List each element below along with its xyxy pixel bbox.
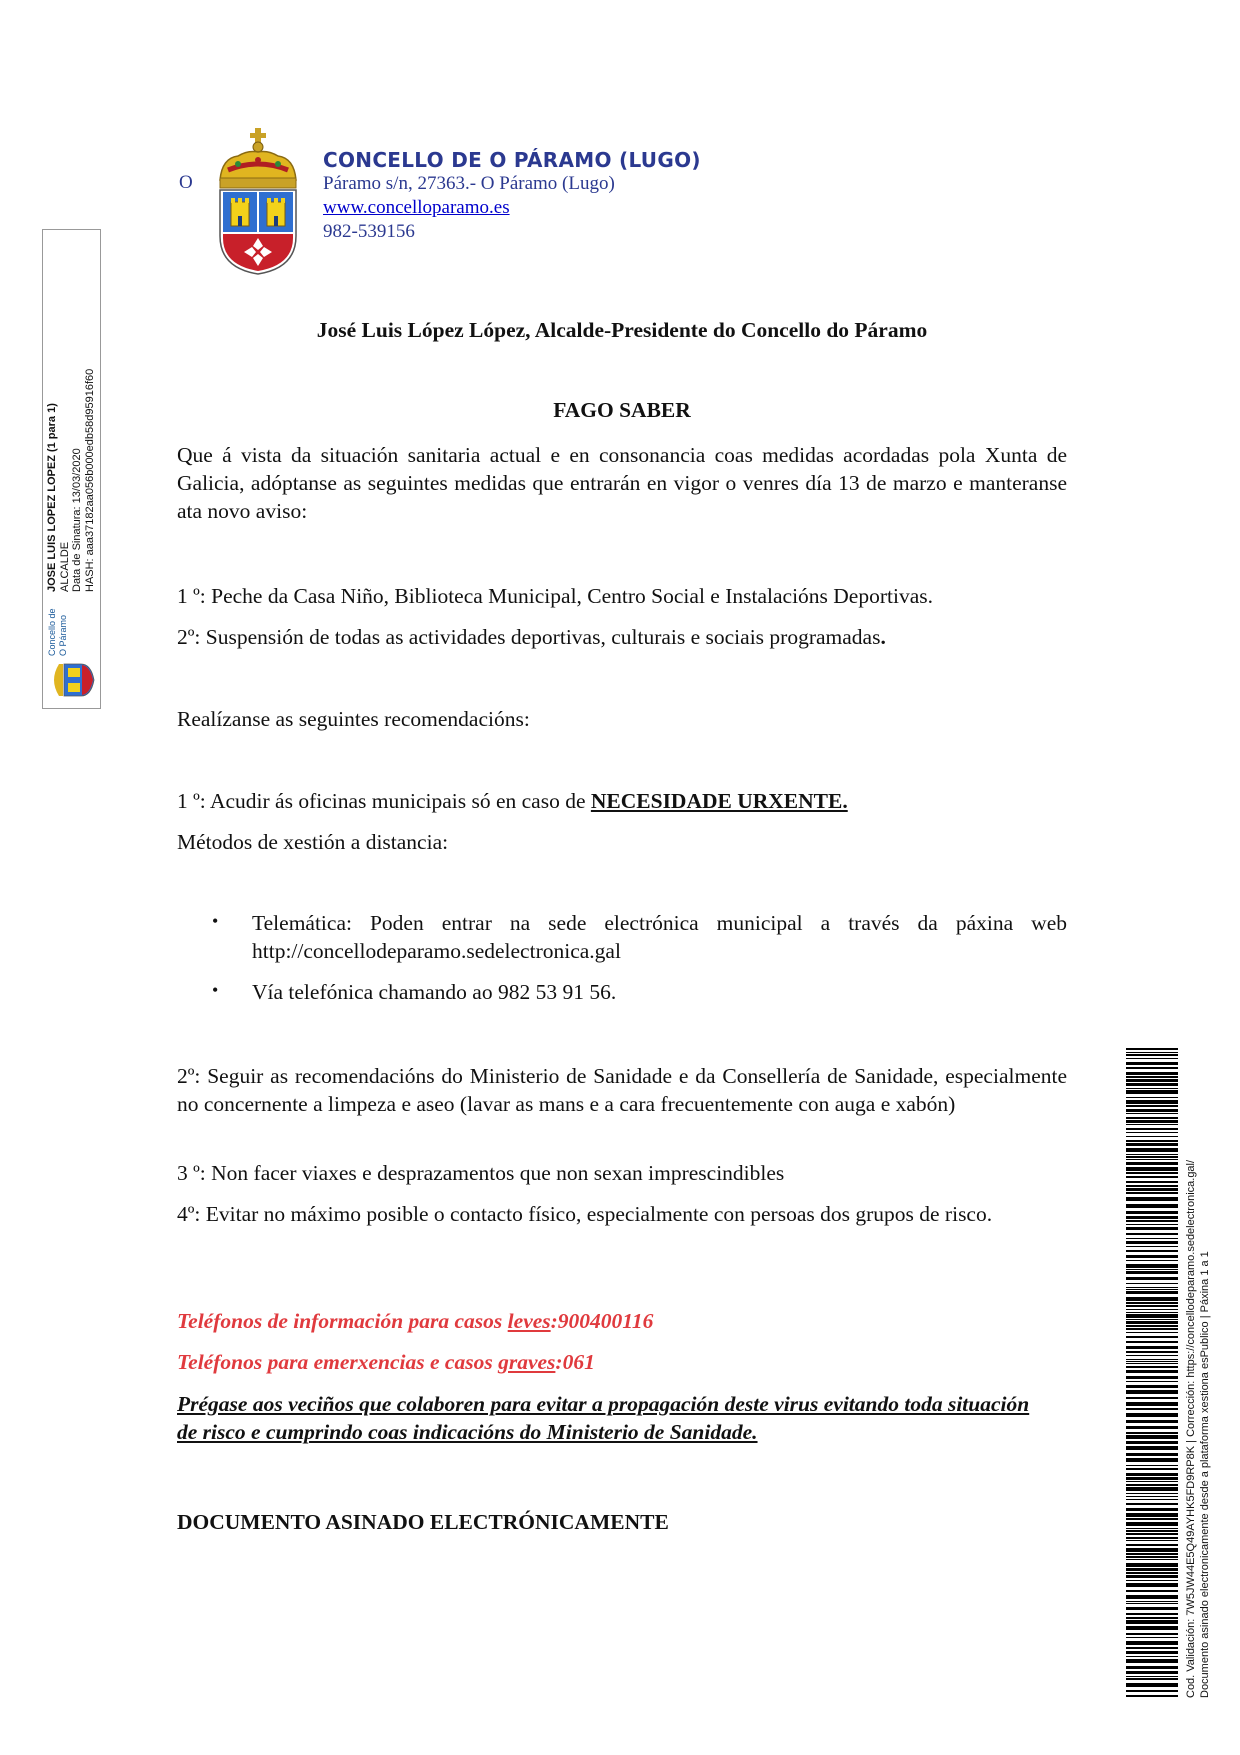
barcode-bar bbox=[1126, 1172, 1178, 1174]
barcode-bar bbox=[1126, 1420, 1178, 1423]
barcode-bar bbox=[1126, 1637, 1178, 1638]
barcode-bar bbox=[1126, 1271, 1178, 1274]
barcode-bar bbox=[1126, 1446, 1178, 1450]
barcode-bar bbox=[1126, 1487, 1178, 1491]
barcode-bar bbox=[1126, 1583, 1178, 1587]
barcode-bar bbox=[1126, 1156, 1178, 1158]
barcode-bar bbox=[1126, 1188, 1178, 1191]
measure-2 bbox=[177, 623, 1067, 651]
bullet-item-1: Telemática: Poden entrar na sede electrónica municipal a través da páxina web http://concellodeparamo.sedelectronica.gal bbox=[252, 911, 1067, 963]
recommendation-1-emphasis: NECESIDADE URXENTE. bbox=[590, 789, 848, 813]
recommendation-1 bbox=[177, 787, 1067, 815]
barcode-bar bbox=[1126, 1390, 1178, 1394]
barcode-bar bbox=[1126, 1321, 1178, 1324]
barcode-bar bbox=[1126, 1289, 1178, 1290]
barcode-bar bbox=[1126, 1346, 1178, 1349]
barcode-bar bbox=[1126, 1136, 1178, 1137]
stamp-org-line2: O Páramo bbox=[58, 614, 68, 656]
validation-line-1: Cod. Validación: 7W5JW44E5Q49AYHK5FD9RP8K | Corrección: https://concellodeparamo.sedelectronica.gal/ bbox=[1185, 1159, 1197, 1698]
barcode-bar bbox=[1126, 1260, 1178, 1261]
barcode-bar bbox=[1126, 1503, 1178, 1505]
barcode-bar bbox=[1126, 1143, 1178, 1146]
stamp-org-line1: Concello de bbox=[47, 608, 57, 656]
org-phone: 982-539156 bbox=[323, 221, 415, 242]
stamp-date: Data de Sinatura: 13/03/2020 bbox=[71, 448, 83, 592]
signed-notice: DOCUMENTO ASINADO ELECTRÓNICAMENTE bbox=[177, 1510, 669, 1534]
intro-paragraph: Que á vista da situación sanitaria actual e en consonancia coas medidas acordadas pola Xunta de Galicia, adóptanse as seguintes medidas que entrarán en vigor o venres día 13 de marzo e manteranse ata novo aviso: bbox=[177, 443, 1067, 523]
barcode-bar bbox=[1126, 1325, 1178, 1327]
barcode-bar bbox=[1126, 1309, 1178, 1310]
barcode-bar bbox=[1126, 1533, 1178, 1535]
barcode-bar bbox=[1126, 1216, 1178, 1219]
barcode-bar bbox=[1126, 1269, 1178, 1270]
barcode-bar bbox=[1126, 1090, 1178, 1094]
phone-mild-cases bbox=[177, 1309, 653, 1334]
barcode-bar bbox=[1126, 1568, 1178, 1571]
barcode-bar bbox=[1126, 1120, 1178, 1123]
barcode-bar bbox=[1126, 1264, 1178, 1268]
barcode-bar bbox=[1126, 1572, 1178, 1574]
barcode-bar bbox=[1126, 1162, 1178, 1165]
header-prefix: O bbox=[179, 172, 193, 193]
barcode-bar bbox=[1126, 1048, 1178, 1050]
measure-2-text: 2º: Suspensión de todas as actividades deportivas, culturais e sociais programadas bbox=[177, 625, 881, 649]
barcode-bar bbox=[1126, 1408, 1178, 1410]
barcode-bar bbox=[1126, 1328, 1178, 1330]
barcode-bar bbox=[1126, 1641, 1178, 1645]
barcode-bar bbox=[1126, 1651, 1178, 1654]
barcode-bar bbox=[1126, 1499, 1178, 1500]
barcode-bar bbox=[1126, 1319, 1178, 1320]
barcode-bar bbox=[1126, 1052, 1178, 1053]
barcode-bar bbox=[1126, 1220, 1178, 1222]
barcode-bar bbox=[1126, 1678, 1178, 1680]
barcode-bar bbox=[1126, 1185, 1178, 1187]
barcode-bar bbox=[1126, 1370, 1178, 1373]
barcode-bar bbox=[1126, 1518, 1178, 1520]
recommendation-1-text: 1 º: Acudir ás oficinas municipais só en caso de bbox=[177, 789, 591, 813]
phone-mild-word: leves bbox=[507, 1309, 551, 1333]
barcode-bar bbox=[1126, 1204, 1178, 1208]
barcode-bar bbox=[1126, 1332, 1178, 1333]
barcode-bar bbox=[1126, 1528, 1178, 1529]
barcode-bar bbox=[1126, 1062, 1178, 1065]
barcode-bar bbox=[1126, 1626, 1178, 1630]
barcode-bar bbox=[1126, 1079, 1178, 1082]
barcode-bar bbox=[1126, 1556, 1178, 1558]
barcode-bar bbox=[1126, 1246, 1178, 1247]
barcode-icon bbox=[1126, 1048, 1178, 1698]
barcode-bar bbox=[1126, 1620, 1178, 1624]
barcode-bar bbox=[1126, 1117, 1178, 1119]
stamp-details bbox=[46, 369, 96, 592]
barcode-bar bbox=[1126, 1076, 1178, 1078]
barcode-bar bbox=[1126, 1458, 1178, 1462]
barcode-bar bbox=[1126, 1132, 1178, 1133]
barcode-bar bbox=[1126, 1690, 1178, 1692]
barcode-bar bbox=[1126, 1522, 1178, 1526]
barcode-bar bbox=[1126, 1530, 1178, 1532]
barcode-bar bbox=[1126, 1633, 1178, 1635]
stamp-role: ALCALDE bbox=[58, 541, 71, 592]
stamp-signer: JOSE LUIS LOPEZ LOPEZ (1 para 1) bbox=[46, 403, 58, 592]
barcode-bar bbox=[1126, 1154, 1178, 1155]
barcode-bar bbox=[1126, 1302, 1178, 1304]
document-heading: FAGO SABER bbox=[553, 398, 691, 422]
barcode-bar bbox=[1126, 1575, 1178, 1578]
barcode-bar bbox=[1126, 1148, 1178, 1152]
barcode-bar bbox=[1126, 1363, 1178, 1364]
barcode-bar bbox=[1126, 1435, 1178, 1439]
barcode-bar bbox=[1126, 1426, 1178, 1429]
barcode-bar bbox=[1126, 1109, 1178, 1112]
barcode-bar bbox=[1126, 1676, 1178, 1677]
barcode-bar bbox=[1126, 1097, 1178, 1098]
barcode-bar bbox=[1126, 1361, 1178, 1362]
barcode-bar bbox=[1126, 1441, 1178, 1444]
barcode-bar bbox=[1126, 1607, 1178, 1610]
barcode-bar bbox=[1126, 1197, 1178, 1201]
barcode-bar bbox=[1126, 1376, 1178, 1379]
barcode-bar bbox=[1126, 1647, 1178, 1649]
barcode-bar bbox=[1126, 1113, 1178, 1114]
barcode-bar bbox=[1126, 1513, 1178, 1517]
barcode-bar bbox=[1126, 1473, 1178, 1476]
phone-severe-number: :061 bbox=[555, 1350, 595, 1374]
barcode-bar bbox=[1126, 1595, 1178, 1599]
barcode-bar bbox=[1126, 1083, 1178, 1086]
barcode-bar bbox=[1126, 1493, 1178, 1494]
barcode-bar bbox=[1126, 1613, 1178, 1615]
coat-of-arms-icon bbox=[214, 128, 302, 276]
bullet-icon: • bbox=[212, 911, 219, 931]
closing-appeal: Prégase aos veciños que colaboren para evitar a propagación deste virus evitando toda situación de risco e cumprindo coas indicacións do Ministerio de Sanidade. bbox=[177, 1392, 1030, 1444]
measure-2-end: . bbox=[880, 625, 886, 649]
barcode-bar bbox=[1126, 1312, 1178, 1313]
barcode-bar bbox=[1126, 1659, 1178, 1663]
bullet-item-2: Vía telefónica chamando ao 982 53 91 56. bbox=[252, 980, 617, 1004]
barcode-bar bbox=[1126, 1241, 1178, 1244]
barcode-bar bbox=[1126, 1167, 1178, 1171]
barcode-bar bbox=[1126, 1181, 1178, 1183]
barcode-bar bbox=[1126, 1548, 1178, 1552]
barcode-bar bbox=[1126, 1656, 1178, 1657]
barcode-bar bbox=[1126, 1058, 1178, 1059]
barcode-bar bbox=[1126, 1477, 1178, 1480]
barcode-bar bbox=[1126, 1559, 1178, 1560]
barcode-bar bbox=[1126, 1683, 1178, 1687]
barcode-bar bbox=[1126, 1277, 1178, 1280]
recommendation-4: 4º: Evitar no máximo posible o contacto físico, especialmente con persoas dos grupos de risco. bbox=[177, 1202, 993, 1226]
barcode-bar bbox=[1126, 1336, 1178, 1338]
document-title: José Luis López López, Alcalde-Presidente do Concello do Páramo bbox=[316, 318, 928, 342]
barcode-bar bbox=[1126, 1124, 1178, 1125]
barcode-bar bbox=[1126, 1088, 1178, 1089]
barcode-bar bbox=[1126, 1432, 1178, 1434]
phone-mild-number: :900400116 bbox=[550, 1309, 654, 1333]
measure-1: 1 º: Peche da Casa Niño, Biblioteca Municipal, Centro Social e Instalacións Deportivas. bbox=[177, 584, 933, 608]
barcode-bar bbox=[1126, 1671, 1178, 1674]
phone-mild-prefix: Teléfonos de información para casos bbox=[177, 1309, 508, 1333]
barcode-bar bbox=[1126, 1351, 1178, 1353]
barcode-bar bbox=[1126, 1233, 1178, 1235]
stamp-org bbox=[47, 608, 69, 656]
barcode-bar bbox=[1126, 1603, 1178, 1604]
barcode-bar bbox=[1126, 1238, 1178, 1239]
barcode-bar bbox=[1126, 1250, 1178, 1252]
barcode-bar bbox=[1126, 1666, 1178, 1669]
barcode-bar bbox=[1126, 1695, 1178, 1697]
barcode-bar bbox=[1126, 1297, 1178, 1301]
barcode-bar bbox=[1126, 1563, 1178, 1567]
phone-severe-prefix: Teléfonos para emerxencias e casos bbox=[177, 1350, 499, 1374]
bullet-icon: • bbox=[212, 980, 219, 1000]
barcode-bar bbox=[1126, 1465, 1178, 1466]
phone-severe-cases bbox=[177, 1350, 595, 1375]
barcode-bar bbox=[1126, 1314, 1178, 1318]
barcode-bar bbox=[1126, 1192, 1178, 1194]
barcode-bar bbox=[1126, 1100, 1178, 1104]
validation-line-2: Documento asinado electronicamente desde a plataforma xestiona esPublico | Páxina 1 a 1 bbox=[1199, 1251, 1211, 1698]
barcode-bar bbox=[1126, 1468, 1178, 1470]
recommendation-3: 3 º: Non facer viaxes e desprazamentos que non sexan imprescindibles bbox=[177, 1161, 785, 1185]
barcode-bar bbox=[1126, 1385, 1178, 1388]
barcode-bar bbox=[1126, 1508, 1178, 1511]
barcode-bar bbox=[1126, 1580, 1178, 1581]
stamp-hash: HASH: aaa37182aa056b000edb58d95916f60 bbox=[83, 368, 96, 592]
phone-severe-word: graves bbox=[498, 1350, 556, 1374]
barcode-bar bbox=[1126, 1341, 1178, 1343]
barcode-bar bbox=[1126, 1105, 1178, 1107]
barcode-bar bbox=[1126, 1484, 1178, 1486]
signature-stamp bbox=[42, 229, 101, 709]
barcode-bar bbox=[1126, 1553, 1178, 1555]
stamp-coat-of-arms-icon bbox=[49, 660, 95, 700]
barcode-bar bbox=[1126, 1283, 1178, 1284]
barcode-bar bbox=[1126, 1072, 1178, 1075]
barcode-bar bbox=[1126, 1359, 1178, 1360]
barcode-bar bbox=[1126, 1590, 1178, 1592]
barcode-bar bbox=[1126, 1453, 1178, 1456]
barcode-bar bbox=[1126, 1402, 1178, 1406]
barcode-bar bbox=[1126, 1287, 1178, 1288]
barcode-bar bbox=[1126, 1601, 1178, 1602]
barcode-bar bbox=[1126, 1381, 1178, 1382]
barcode-bar bbox=[1126, 1291, 1178, 1294]
barcode-bar bbox=[1126, 1617, 1178, 1619]
barcode-bar bbox=[1126, 1224, 1178, 1225]
barcode-bar bbox=[1126, 1211, 1178, 1214]
barcode-bar bbox=[1126, 1397, 1178, 1399]
barcode-bar bbox=[1126, 1128, 1178, 1130]
barcode-bar bbox=[1126, 1305, 1178, 1307]
barcode-bar bbox=[1126, 1255, 1178, 1258]
org-name: CONCELLO DE O PÁRAMO (LUGO) bbox=[323, 148, 701, 172]
recommendations-intro: Realízanse as seguintes recomendacións: bbox=[177, 707, 530, 731]
org-website-link[interactable]: www.concelloparamo.es bbox=[323, 197, 510, 218]
barcode-bar bbox=[1126, 1227, 1178, 1230]
barcode-bar bbox=[1126, 1537, 1178, 1539]
recommendation-2: 2º: Seguir as recomendacións do Ministerio de Sanidade e da Consellería de Sanidade, especialmente no concernente a limpeza e aseo (lavar as mans e a cara frecuentemente con auga e xabón) bbox=[177, 1064, 1067, 1116]
barcode-bar bbox=[1126, 1481, 1178, 1482]
barcode-bar bbox=[1126, 1413, 1178, 1417]
barcode-bar bbox=[1126, 1496, 1178, 1497]
barcode-bar bbox=[1126, 1366, 1178, 1368]
barcode-bar bbox=[1126, 1159, 1178, 1160]
barcode-bar bbox=[1126, 1540, 1178, 1541]
barcode-bar bbox=[1126, 1054, 1178, 1056]
methods-label: Métodos de xestión a distancia: bbox=[177, 830, 449, 854]
barcode-bar bbox=[1126, 1176, 1178, 1178]
org-address: Páramo s/n, 27363.- O Páramo (Lugo) bbox=[323, 173, 615, 194]
validation-block bbox=[1184, 1048, 1214, 1698]
barcode-bar bbox=[1126, 1067, 1178, 1069]
barcode-bar bbox=[1126, 1355, 1178, 1356]
barcode-bar bbox=[1126, 1140, 1178, 1142]
barcode-bar bbox=[1126, 1544, 1178, 1546]
